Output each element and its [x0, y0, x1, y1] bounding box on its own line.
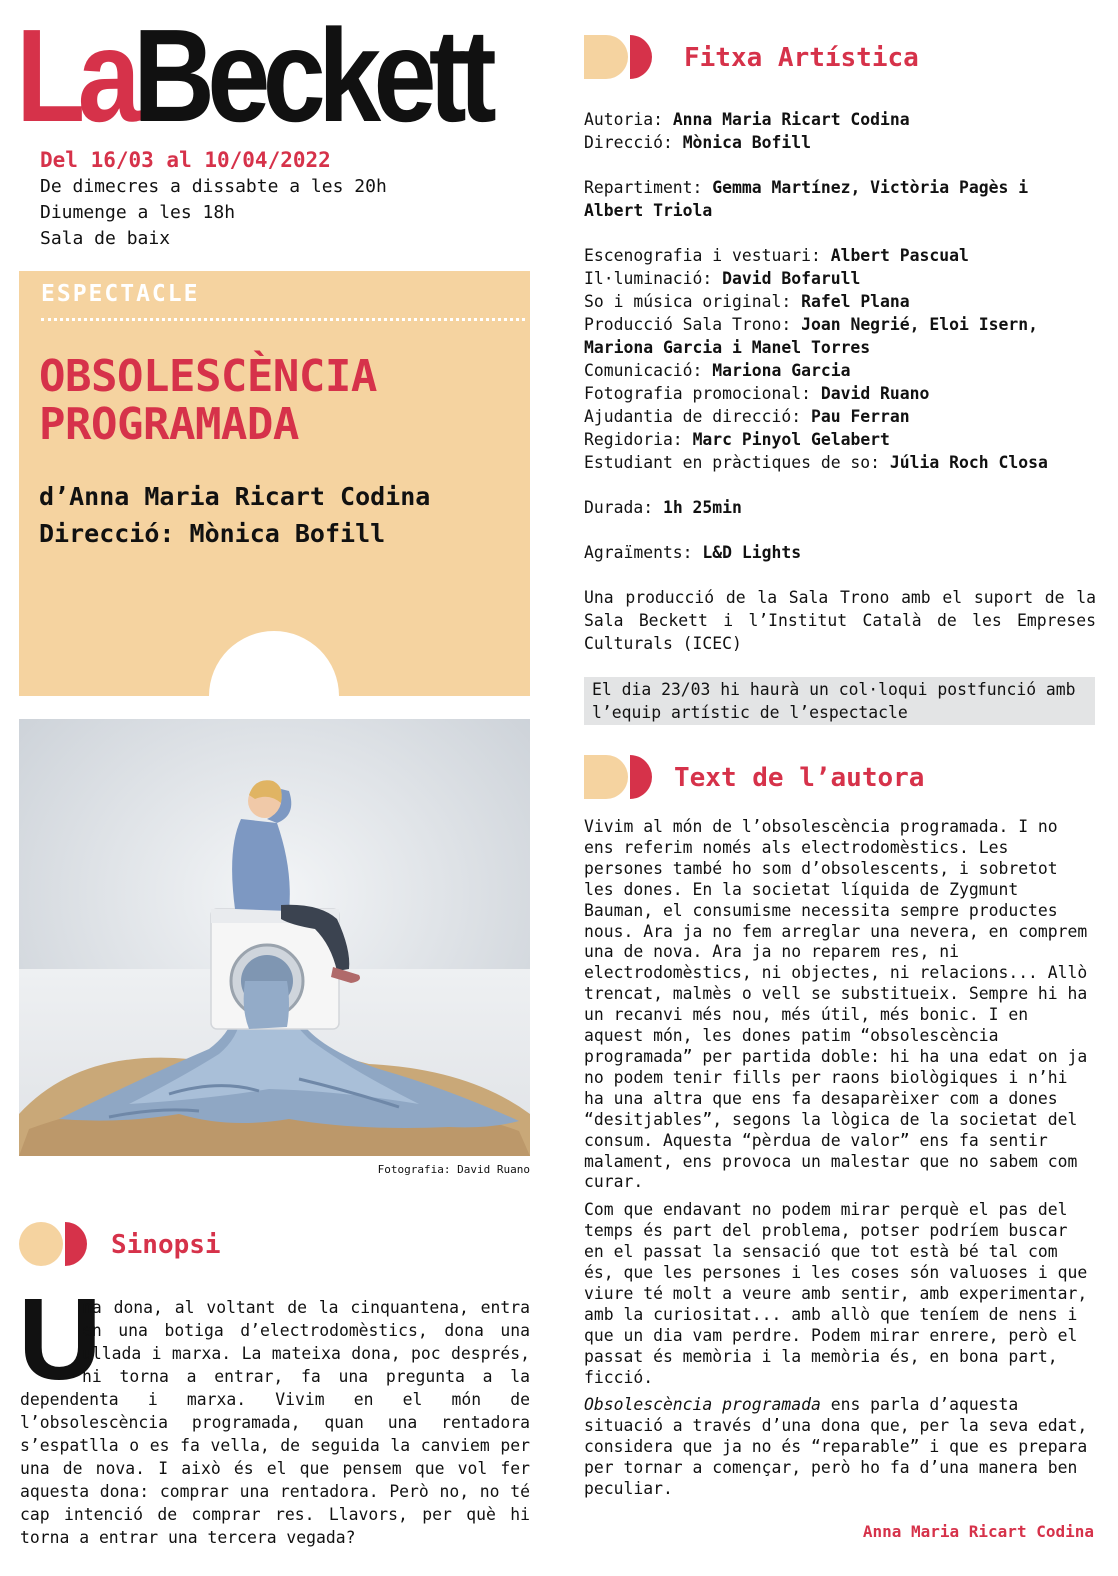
promotional-photo — [19, 719, 530, 1156]
show-title-line2: PROGRAMADA — [39, 399, 299, 450]
credit-label: Escenografia i vestuari: — [584, 246, 831, 265]
credit-sound — [584, 290, 1096, 313]
credit-value: Joan Negrié, Eloi Isern, Mariona Garcia i Manel Torres — [584, 315, 1038, 357]
credit-label: Direcció: — [584, 133, 683, 152]
show-direction: Direcció: Mònica Bofill — [39, 519, 386, 548]
synopsis-heading: Sinopsi — [111, 1230, 221, 1260]
credit-label: Estudiant en pràctiques de so: — [584, 453, 890, 472]
production-note: Una producció de la Sala Trono amb el suport de la Sala Beckett i l’Institut Català de les Empreses Culturals (ICEC) — [584, 588, 1096, 653]
credit-value: David Bofarull — [722, 269, 861, 288]
show-title-box — [19, 271, 530, 696]
show-subtitle — [39, 478, 519, 552]
credit-duration — [584, 496, 1096, 519]
synopsis-text — [18, 1274, 530, 1549]
peach-rounded-square-shape — [584, 35, 628, 79]
credit-sound-intern — [584, 451, 1096, 474]
show-kicker: ESPECTACLE — [41, 281, 200, 307]
credit-value: Marc Pinyol Gelabert — [692, 430, 890, 449]
credit-communication — [584, 359, 1096, 382]
credit-label: Comunicació: — [584, 361, 713, 380]
author-text-body — [584, 817, 1096, 1507]
credit-assistant-direction — [584, 405, 1096, 428]
photo-credit: Fotografia: David Ruano — [377, 1163, 530, 1176]
credit-stage-manager — [584, 428, 1096, 451]
credit-value: L&D Lights — [702, 543, 802, 562]
date-range: Del 16/03 al 10/04/2022 — [40, 148, 331, 172]
red-half-circle-shape — [630, 35, 652, 79]
credit-label: Autoria: — [584, 110, 673, 129]
credit-label: Fotografia promocional: — [584, 384, 821, 403]
ticket-notch — [209, 631, 339, 696]
credit-label: Repartiment: — [584, 178, 713, 197]
credits-list — [584, 108, 1096, 655]
logo-la: La — [16, 2, 134, 149]
author-text-paragraph-1: Vivim al món de l’obsolescència programada. I no ens referim només als electrodomèstics. Les persones també ho som d’obsolescents, i sobretot les dones. En la societat líquida de Zygmunt Bauman, el consumisme necessita sempre productes nous. Ara ja no fem arreglar una nevera, en comprem una de nova. Ara ja no reparem res, ni electrodomèstics, ni objectes, ni relacions... Allò trencat, malmès o vell se substitueix. Sempre hi ha un recanvi més nou, més útil, més bonic. I en aquest món, les dones patim “obsolescència programada” per partida doble: hi ha una edat on ja no podem tenir fills per raons biològiques i n’hi ha una altra que ens fa desaparèixer com a dones “desitjables”, segons la lògica de la societat del consum. Aquesta “pèrdua de valor” ens fa sentir malament, ens provoca un malestar que no sabem com curar. — [584, 817, 1088, 1192]
logo-beckett: Beckett — [133, 2, 489, 149]
author-text-section-icon — [584, 755, 652, 799]
show-author: d’Anna Maria Ricart Codina — [39, 482, 431, 511]
show-title — [39, 353, 519, 449]
red-half-circle-shape — [65, 1222, 87, 1266]
synopsis-dropcap: U — [18, 1274, 102, 1404]
credit-direction — [584, 131, 1096, 154]
author-signature: Anna Maria Ricart Codina — [862, 1522, 1094, 1541]
credit-value: Gemma Martínez, Victòria Pagès i Albert Triola — [584, 178, 1029, 220]
show-dates — [40, 146, 520, 252]
credit-photography — [584, 382, 1096, 405]
credit-authorship — [584, 108, 1096, 131]
credit-label: Regidoria: — [584, 430, 693, 449]
credit-value: Albert Pascual — [830, 246, 969, 265]
peach-circle-shape — [19, 1222, 63, 1266]
author-text-paragraph-3 — [584, 1395, 1096, 1500]
credit-thanks — [584, 541, 1096, 564]
credit-cast — [584, 176, 1096, 222]
weekday-schedule: De dimecres a dissabte a les 20h — [40, 176, 387, 197]
synopsis-body: na dona, al voltant de la cinquantena, entra en una botiga d’electrodomèstics, dona una ullada i marxa. La mateixa dona, poc després, hi torna a entrar, fa una pregunta a la dependenta i marxa. Vivim en el món de l’obsolescència programada, quan una rentadora s’espatlla o es fa vella, de seguida la canviem per una de nova. I això és el que pensem que vol fer aquesta dona: comprar una rentadora. Però no, no té cap intenció de comprar res. Llavors, per què hi torna a entrar una tercera vegada? — [20, 1298, 530, 1547]
credits-heading: Fitxa Artística — [684, 43, 919, 73]
credit-label: Durada: — [584, 498, 663, 517]
show-title-line1: OBSOLESCÈNCIA — [39, 351, 377, 402]
credit-label: Il·luminació: — [584, 269, 723, 288]
credit-value: Pau Ferran — [810, 407, 910, 426]
dotted-divider — [41, 318, 525, 321]
credit-value: Anna Maria Ricart Codina — [672, 110, 910, 129]
credit-label: Agraïments: — [584, 543, 703, 562]
washing-machine-illustration — [19, 719, 530, 1156]
synopsis-section-icon — [19, 1222, 87, 1266]
credit-label: Ajudantia de direcció: — [584, 407, 811, 426]
author-text-paragraph-2: Com que endavant no podem mirar perquè el pas del temps és part del problema, potser podríem buscar en el passat la sensació que tot està bé tal com és, que les persones i les coses són valuoses i que viure té molt a veure amb sentir, amb experimentar, amb la curiositat... amb allò que teníem de nens i que un dia vam perdre. Podem mirar enrere, però el passat és memòria i la memòria és, en bona part, ficció. — [584, 1200, 1088, 1387]
credit-value: Rafel Plana — [801, 292, 910, 311]
credits-section-icon — [584, 35, 652, 79]
venue-room: Sala de baix — [40, 228, 171, 249]
credit-set-costumes — [584, 244, 1096, 267]
colloquium-callout: El dia 23/03 hi haurà un col·loqui postfunció amb l’equip artístic de l’espectacle — [584, 677, 1095, 725]
sunday-schedule: Diumenge a les 18h — [40, 202, 236, 223]
author-text-heading: Text de l’autora — [674, 763, 925, 793]
peach-rounded-square-shape — [584, 755, 628, 799]
labeckett-logo — [16, 2, 489, 149]
credit-value: Júlia Roch Closa — [889, 453, 1048, 472]
credit-value: Mariona Garcia — [712, 361, 851, 380]
show-title-italic: Obsolescència programada — [584, 1395, 821, 1415]
credit-label: Producció Sala Trono: — [584, 315, 802, 334]
credit-value: Mònica Bofill — [682, 133, 811, 152]
dropcap-spacer — [18, 1274, 102, 1404]
author-text-paragraph-3-rest: ens parla d’aquesta situació a través d’una dona que, per la seva edat, considera que ja no és “reparable” i que es prepara per tornar a començar, però ho fa d’una manera ben peculiar. — [584, 1395, 1088, 1499]
red-half-circle-shape — [630, 755, 652, 799]
credit-lighting — [584, 267, 1096, 290]
credit-label: So i música original: — [584, 292, 802, 311]
credit-value: 1h 25min — [662, 498, 742, 517]
credit-value: David Ruano — [820, 384, 930, 403]
credit-production — [584, 313, 1096, 359]
